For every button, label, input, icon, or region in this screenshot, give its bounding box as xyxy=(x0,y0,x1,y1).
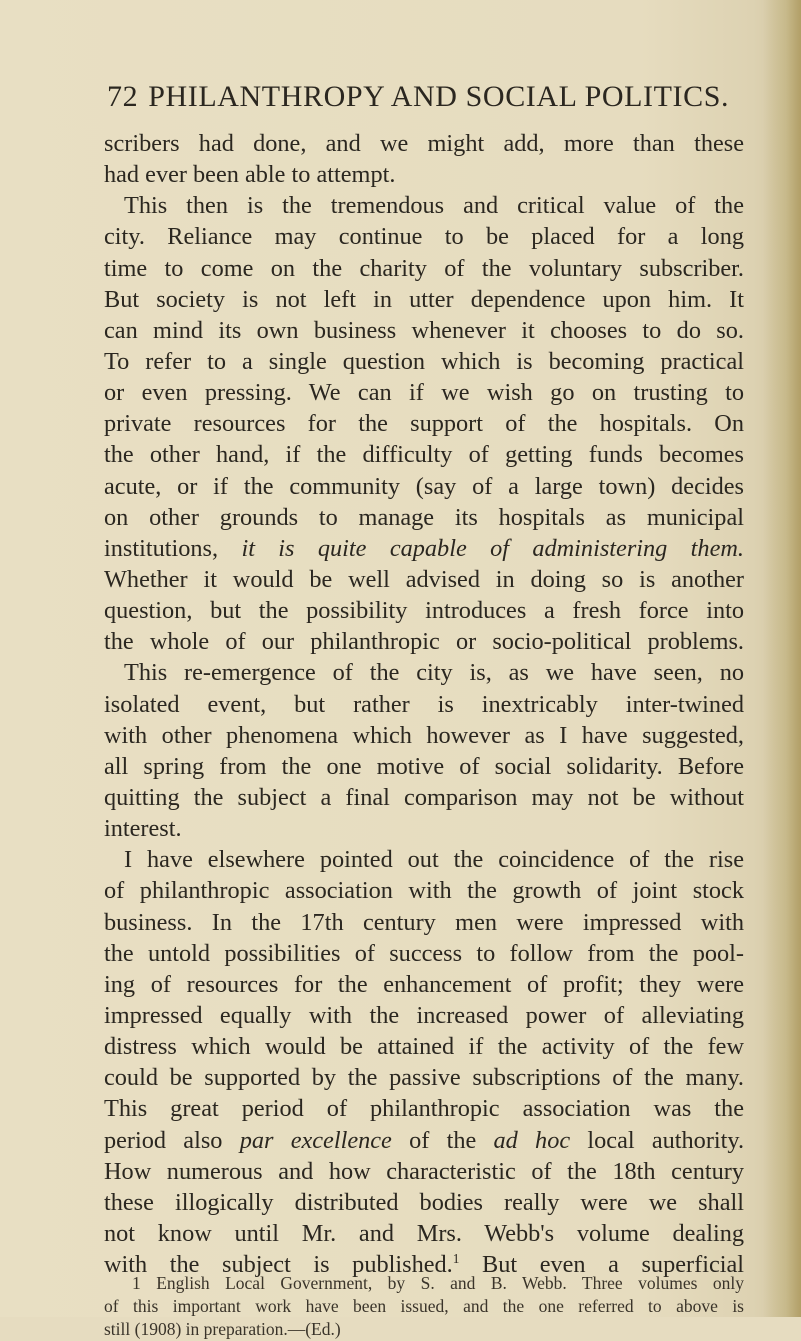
text-line: Whether it would be well advised in doing so is another xyxy=(104,565,744,593)
text-line: distress which would be attained if the activity of the few xyxy=(104,1033,744,1061)
text-line xyxy=(104,533,744,564)
text-line: can mind its own business whenever it chooses to do so. xyxy=(104,316,744,344)
text-line: How numerous and how characteristic of the 18th century xyxy=(104,1157,744,1185)
text-line: acute, or if the community (say of a large town) decides xyxy=(104,472,744,500)
italic-phrase: par excellence xyxy=(239,1126,392,1154)
text-line: had ever been able to attempt. xyxy=(104,161,396,189)
text-line: question, but the possibility introduces a fresh force into xyxy=(104,597,744,625)
footnote-marker: 1 xyxy=(452,1250,460,1266)
text-line: city. Reliance may continue to be placed for a long xyxy=(104,223,744,251)
text-line: the whole of our philanthropic or socio-political problems. xyxy=(104,628,744,656)
text-line: ing of resources for the enhancement of profit; they were xyxy=(104,970,744,998)
text-segment: period also xyxy=(104,1126,223,1154)
text-segment: of the xyxy=(409,1126,477,1154)
text-line: business. In the 17th century men were impressed with xyxy=(104,908,744,936)
text-line: the other hand, if the difficulty of getting funds becomes xyxy=(104,441,744,469)
text-line: To refer to a single question which is becoming practical xyxy=(104,347,744,375)
text-segment: But even a superficial xyxy=(482,1251,745,1279)
text-segment: institutions, xyxy=(104,534,219,562)
text-line: on other grounds to manage its hospitals as municipal xyxy=(104,503,744,531)
text-line: all spring from the one motive of social solidarity. Before xyxy=(104,752,744,780)
text-line: quitting the subject a final comparison may not be without xyxy=(104,783,744,811)
text-line: these illogically distributed bodies really were we shall xyxy=(104,1188,744,1216)
page-edge-shading xyxy=(763,0,801,1317)
text-line: interest. xyxy=(104,815,182,843)
text-line: scribers had done, and we might add, more than these xyxy=(104,130,744,157)
footnote-line: still (1908) in preparation.—(Ed.) xyxy=(104,1319,341,1339)
text-line: This re-emergence of the city is, as we have seen, no xyxy=(124,659,744,687)
text-line: time to come on the charity of the voluntary subscriber. xyxy=(104,254,744,282)
footnote-line: 1 English Local Government, by S. and B. Webb. Three volumes only xyxy=(132,1273,744,1293)
body-text xyxy=(104,128,744,1280)
text-line: of philanthropic association with the growth of joint stock xyxy=(104,877,744,905)
text-line: with other phenomena which however as I have suggested, xyxy=(104,721,744,749)
text-line: I have elsewhere pointed out the coincidence of the rise xyxy=(124,846,744,874)
running-title: PHILANTHROPY AND SOCIAL POLITICS. xyxy=(148,80,730,113)
page-header xyxy=(107,80,730,120)
italic-phrase: ad hoc xyxy=(493,1126,571,1154)
footnote-line: of this important work have been issued, and the one referred to above is xyxy=(104,1296,744,1316)
text-line: isolated event, but rather is inextricably inter-twined xyxy=(104,690,744,718)
text-line: private resources for the support of the hospitals. On xyxy=(104,410,744,438)
text-line: This then is the tremendous and critical value of the xyxy=(124,192,744,220)
text-segment: local authority. xyxy=(587,1126,745,1154)
text-line: or even pressing. We can if we wish go on trusting to xyxy=(104,379,744,407)
text-line xyxy=(104,1125,744,1156)
text-line: not know until Mr. and Mrs. Webb's volume dealing xyxy=(104,1219,744,1247)
text-line: impressed equally with the increased power of alleviating xyxy=(104,1001,744,1029)
text-line: This great period of philanthropic association was the xyxy=(104,1095,744,1123)
text-line: could be supported by the passive subscriptions of the many. xyxy=(104,1064,744,1092)
page-number: 72 xyxy=(107,80,139,113)
text-segment: with the subject is published. xyxy=(104,1251,453,1279)
italic-phrase: it is quite capable of administering them. xyxy=(241,534,744,562)
text-line: the untold possibilities of success to follow from the pool- xyxy=(104,939,744,967)
text-line: But society is not left in utter dependence upon him. It xyxy=(104,285,744,313)
footnotes xyxy=(104,1272,744,1341)
